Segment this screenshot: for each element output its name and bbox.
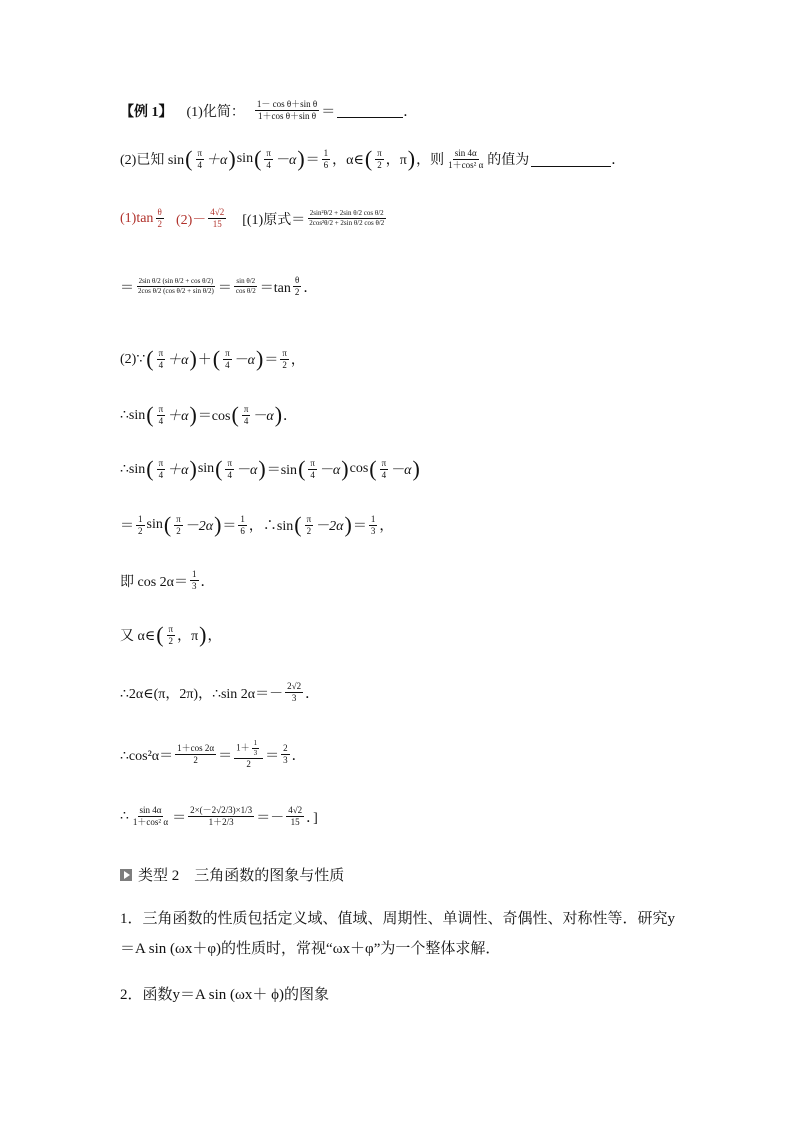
part1-fraction (255, 100, 319, 121)
equals: ＝ (264, 353, 279, 368)
period: ． (303, 280, 318, 296)
pi-over-4: $\frac{\pi}{4}$ (197, 147, 203, 170)
alpha-in: 又 α∈ (120, 629, 156, 644)
pi-over-2: $\frac{\pi}{2}$ (377, 147, 382, 170)
step-1: (2)∵ ( $\frac{\pi}{4}$ ＋α ) ＋ ( $\frac{\pi}{4}$ －α ) ＝ $\frac{\pi}{2}$ ， (120, 346, 305, 371)
paren: ( (185, 146, 193, 171)
minus-2alpha: －2α (184, 519, 214, 534)
equals: ＝ (172, 810, 187, 826)
equals: ＝ (120, 519, 134, 534)
one-sixth: $\frac{1}{6}$ (323, 147, 329, 170)
answer-2: (2)－ (175, 212, 207, 228)
equals: ＝ (120, 280, 134, 296)
step-6: 又 α∈ ( $\frac{\pi}{2}$ ，π ) ， (120, 622, 222, 647)
target-fraction: $\frac{\sin 4\alpha}{\text{1＋cos² α}}$ (448, 147, 484, 170)
two-thirds: $\frac{2}{3}$ (283, 743, 288, 765)
cos2alpha: 即 cos 2α＝ (120, 574, 188, 590)
period: ． (200, 574, 215, 590)
answer-line (120, 208, 388, 229)
tan-text: ＝tan (259, 280, 291, 296)
theta-over-2: $\frac{\theta}{2}$ (294, 275, 300, 297)
comma: ， (207, 629, 222, 644)
one-third: $\frac{1}{3}$ (192, 569, 197, 591)
minus-alpha: －α (390, 463, 412, 478)
cos-sq-frac-2: 1＋ $\frac{1}{3}$ 2 (234, 740, 263, 769)
minus-alpha: －α (236, 463, 258, 478)
period: ． (611, 153, 626, 168)
part1-denominator: 1＋cos θ＋sin θ (257, 111, 317, 121)
equals: ＝ (305, 153, 320, 168)
part2-text: (2)已知 sin (120, 153, 185, 168)
comma: ， (379, 519, 394, 534)
minus-alpha: －α (233, 353, 256, 368)
section-header (120, 864, 344, 885)
solution-fraction-3: $\frac{\text{sin θ/2}}{\text{cos θ/2}}$ (235, 277, 256, 295)
minus-alpha: －α (252, 409, 274, 424)
pi-over-4: $\frac{\pi}{4}$ (225, 347, 230, 370)
minus-alpha: －α (274, 153, 297, 168)
sin-text: sin (197, 461, 215, 476)
pi-over-4: $\frac{\pi}{4}$ (266, 147, 271, 170)
solution-fraction-2: $\frac{\text{2sin θ/2 (sin θ/2 + cos θ/2)}}{\text{2cos θ/2 (cos θ/2 + sin θ/2)}}$ (138, 277, 214, 295)
then-text: ，则 (416, 153, 445, 168)
equals: ＝ (265, 748, 280, 764)
plus-alpha: ＋α (167, 409, 189, 424)
pi-over-4: $\frac{\pi}{4}$ (158, 347, 164, 370)
because: (2)∵ (120, 351, 146, 367)
eq-sin: ＝sin (266, 463, 298, 478)
one-sixth: $\frac{1}{6}$ (240, 513, 245, 536)
example-line-1 (120, 100, 417, 121)
pi-over-4: $\frac{\pi}{4}$ (310, 457, 315, 480)
step-8 (120, 740, 306, 769)
step-7 (120, 682, 319, 703)
therefore-sin: ∴sin (120, 407, 146, 423)
period: ． (291, 748, 306, 764)
computation-fraction: $\frac{2\times(-2√2/3)\times 1/3}{1+2/3}$ (190, 805, 253, 827)
minus-2alpha: －2α (315, 519, 344, 534)
theta-over-2: $\frac{\theta}{2}$ (157, 207, 162, 229)
sin2alpha-value: $\frac{2√2}{3}$ (287, 681, 302, 703)
answer-blank-2[interactable] (531, 152, 611, 167)
step-4: ＝ $\frac{1}{2}$ sin ( $\frac{\pi}{2}$ －2α ) ＝ $\frac{1}{6}$ ，∴sin ( $\frac{\pi}{2}$ －2α ) ＝ $\frac{1}{3}$ ， (120, 512, 394, 537)
solution-fraction-1: $\frac{\text{2sin²θ/2 + 2sin θ/2 cos θ/2}}{\text{2cos²θ/2 + 2sin θ/2 cos θ/2}}$ (309, 209, 385, 227)
plus-alpha: ＋α (206, 153, 228, 168)
part1-period: ． (403, 104, 418, 120)
paragraph-1: 1．三角函数的性质包括定义域、值域、周期性、单调性、奇偶性、对称性等．研究y＝A sin (ωx＋φ)的性质时，常视“ωx＋φ”为一个整体求解． (120, 911, 676, 957)
cos-squared: ∴cos²α＝ (120, 748, 174, 764)
therefore-sin: ∴sin (120, 461, 146, 477)
sin-text: sin (146, 517, 163, 532)
pi-over-4: $\frac{\pi}{4}$ (227, 457, 233, 480)
final-value: $\frac{4√2}{15}$ (288, 805, 303, 827)
one-half: $\frac{1}{2}$ (138, 513, 143, 536)
closing-bracket: ．] (306, 810, 318, 826)
pi-over-2: $\frac{\pi}{2}$ (168, 623, 174, 646)
step-9: ∴ $\frac{\sin 4\alpha}{\text{1＋cos² α}}$ ＝ $\frac{2\times(-2√2/3)\times 1/3}{1+2/3}$ ＝ － $\frac{4√2}{15}$ ．] (120, 805, 318, 827)
pi-over-4: $\frac{\pi}{4}$ (243, 403, 249, 426)
part1-numerator: 1－ cos θ＋sin θ (256, 99, 318, 109)
part1-equals: ＝ (321, 104, 336, 120)
alpha-in: ，α∈ (332, 153, 364, 168)
plus-alpha: ＋α (167, 353, 189, 368)
comma: ， (290, 353, 305, 368)
equals: ＝ (256, 810, 271, 826)
part1-prefix: (1)化简： (186, 104, 245, 120)
therefore-sin: ，∴sin (248, 519, 294, 534)
pi-over-4: $\frac{\pi}{4}$ (381, 457, 387, 480)
target-fraction: $\frac{\sin 4\alpha}{\text{1＋cos² α}}$ (132, 805, 169, 827)
section-title: 类型 2 三角函数的图象与性质 (138, 868, 345, 884)
equals: ＝ (218, 748, 233, 764)
plus-alpha: ＋α (167, 463, 189, 478)
cos-sq-frac-1: $\frac{1+\cos 2\alpha}{2}$ (177, 743, 215, 765)
comma-pi: ，π (385, 153, 407, 168)
solution-start: [(1)原式＝ (242, 212, 306, 228)
answer-blank-1[interactable] (337, 103, 403, 118)
step-2: ∴sin ( $\frac{\pi}{4}$ ＋α ) ＝cos ( $\frac{\pi}{4}$ －α ) ． (120, 402, 298, 427)
value-is-text: 的值为 (487, 153, 530, 168)
equals: ＝ (352, 519, 367, 534)
example-label: 【例 1】 (120, 104, 173, 120)
example-line-2: (2)已知 sin ( $\frac{\pi}{4}$ ＋α ) sin ( $\frac{\pi}{4}$ －α ) ＝ $\frac{1}{6}$ ，α∈ ( $\frac{\pi}{2}$ ，π ) ，则 $\frac{\sin 4\alpha}{\text{1＋cos² α}}$ 的值为 ． (120, 146, 626, 171)
step-3: ∴sin ( $\frac{\pi}{4}$ ＋α ) sin ( $\frac{\pi}{4}$ －α ) ＝sin ( $\frac{\pi}{4}$ －α ) cos ( $\frac{\pi}{4}$ －α ) (120, 456, 420, 481)
paragraph-2: 2．函数y＝A sin (ωx＋ ϕ)的图象 (120, 987, 330, 1003)
equals: ＝ (217, 280, 232, 296)
pi-over-4: $\frac{\pi}{4}$ (158, 403, 164, 426)
play-icon (120, 869, 132, 881)
pi-over-2: $\frac{\pi}{2}$ (176, 513, 181, 536)
pi-over-2: $\frac{\pi}{2}$ (282, 347, 287, 370)
equals: ＝ (222, 519, 237, 534)
solution-line-2 (120, 276, 317, 297)
eq-cos: ＝cos (197, 409, 231, 424)
period: ． (283, 409, 298, 424)
period: ． (305, 686, 320, 702)
sin2alpha: ∴2α∈(π，2π)，∴sin 2α＝－ (120, 686, 284, 702)
step-5 (120, 570, 215, 591)
cos-text: cos (349, 461, 369, 476)
sin-text: sin (236, 151, 254, 166)
therefore: ∴ (120, 809, 129, 824)
plus: ＋ (197, 353, 212, 368)
pi-over-4: $\frac{\pi}{4}$ (158, 457, 164, 480)
answer-1: (1)tan (120, 210, 154, 226)
minus-alpha: －α (318, 463, 341, 478)
one-third: $\frac{1}{3}$ (370, 513, 376, 536)
answer-2-fraction: $\frac{4√2}{15}$ (210, 207, 225, 229)
pi-over-2: $\frac{\pi}{2}$ (306, 513, 312, 536)
comma-pi: ，π (177, 629, 199, 644)
